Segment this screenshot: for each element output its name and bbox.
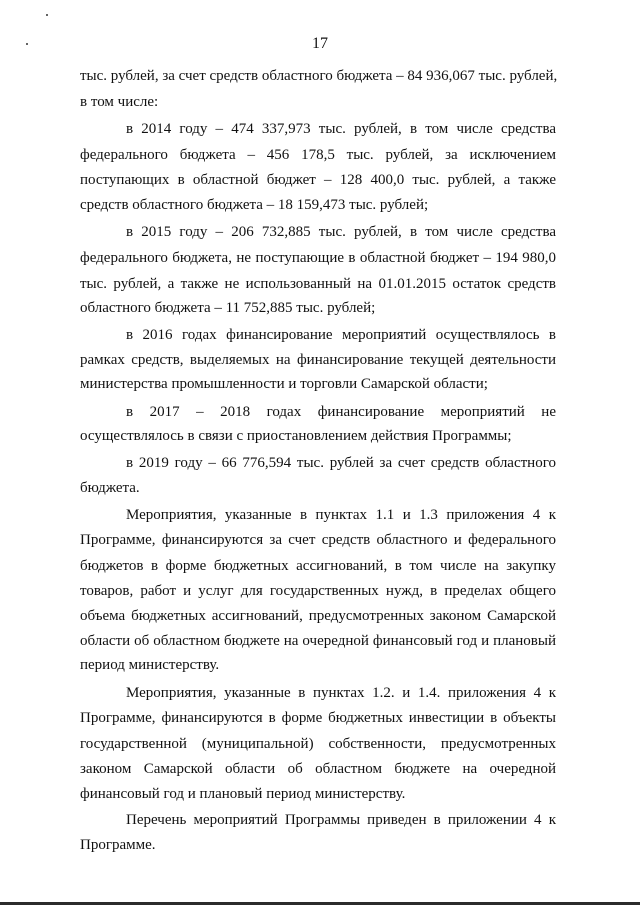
text-line: тыс. рублей, а также не использованный на 01.01.2015 остаток средств — [80, 276, 556, 292]
text-line: государственной (муниципальной) собственности, предусмотренных — [80, 736, 556, 752]
text-line: Программе. — [80, 837, 156, 853]
text-line: финансовый год и плановый период министерству. — [80, 786, 406, 802]
text-line: в том числе: — [80, 94, 159, 110]
text-line: Перечень мероприятий Программы приведен в приложении 4 к — [126, 812, 556, 828]
text-line: Программе, финансируются за счет средств областного и федерального — [80, 532, 556, 548]
text-line: министерства промышленности и торговли Самарской области; — [80, 376, 488, 392]
text-line: рамках средств, выделяемых на финансирование текущей деятельности — [80, 352, 556, 368]
text-line: Мероприятия, указанные в пунктах 1.2. и 1.4. приложения 4 к — [126, 685, 556, 701]
text-line: период министерству. — [80, 657, 220, 673]
text-line: тыс. рублей, за счет средств областного бюджета – 84 936,067 тыс. рублей, — [80, 68, 558, 84]
text-line: в 2014 году – 474 337,973 тыс. рублей, в том числе средства — [126, 121, 556, 137]
text-line: осуществлялось в связи с приостановлением действия Программы; — [80, 428, 512, 444]
text-line: Программе, финансируются в форме бюджетных инвестиции в объекты — [80, 710, 556, 726]
text-line: средств областного бюджета – 18 159,473 тыс. рублей; — [80, 197, 429, 213]
text-line: товаров, работ и услуг для государственных нужд, в пределах общего — [80, 583, 556, 599]
text-line: объема бюджетных ассигнований, предусмотренных законом Самарской — [80, 608, 556, 624]
text-line: федерального бюджета – 456 178,5 тыс. рублей, за исключением — [80, 147, 556, 163]
text-line: в 2015 году – 206 732,885 тыс. рублей, в том числе средства — [126, 224, 556, 240]
text-line: области об областном бюджете на очередной финансовый год и плановый — [80, 633, 556, 649]
text-line: Мероприятия, указанные в пунктах 1.1 и 1.3 приложения 4 к — [126, 507, 556, 523]
text-line: законом Самарской области об областном бюджете на очередной — [80, 761, 556, 777]
text-line: в 2019 году – 66 776,594 тыс. рублей за счет средств областного — [126, 455, 556, 471]
text-line: бюджета. — [80, 480, 140, 496]
text-line: областного бюджета – 11 752,885 тыс. рублей; — [80, 300, 376, 316]
text-line: в 2016 годах финансирование мероприятий осуществлялось в — [126, 327, 556, 343]
text-line: поступающих в областной бюджет – 128 400,0 тыс. рублей, а также — [80, 172, 556, 188]
scan-dot-top — [46, 14, 48, 16]
text-line: в 2017 – 2018 годах финансирование мероприятий не — [126, 404, 556, 420]
text-line: бюджетов в форме бюджетных ассигнований, в том числе на закупку — [80, 558, 556, 574]
page-number: 17 — [312, 35, 328, 52]
text-line: федерального бюджета, не поступающие в областной бюджет – 194 980,0 — [80, 250, 556, 266]
